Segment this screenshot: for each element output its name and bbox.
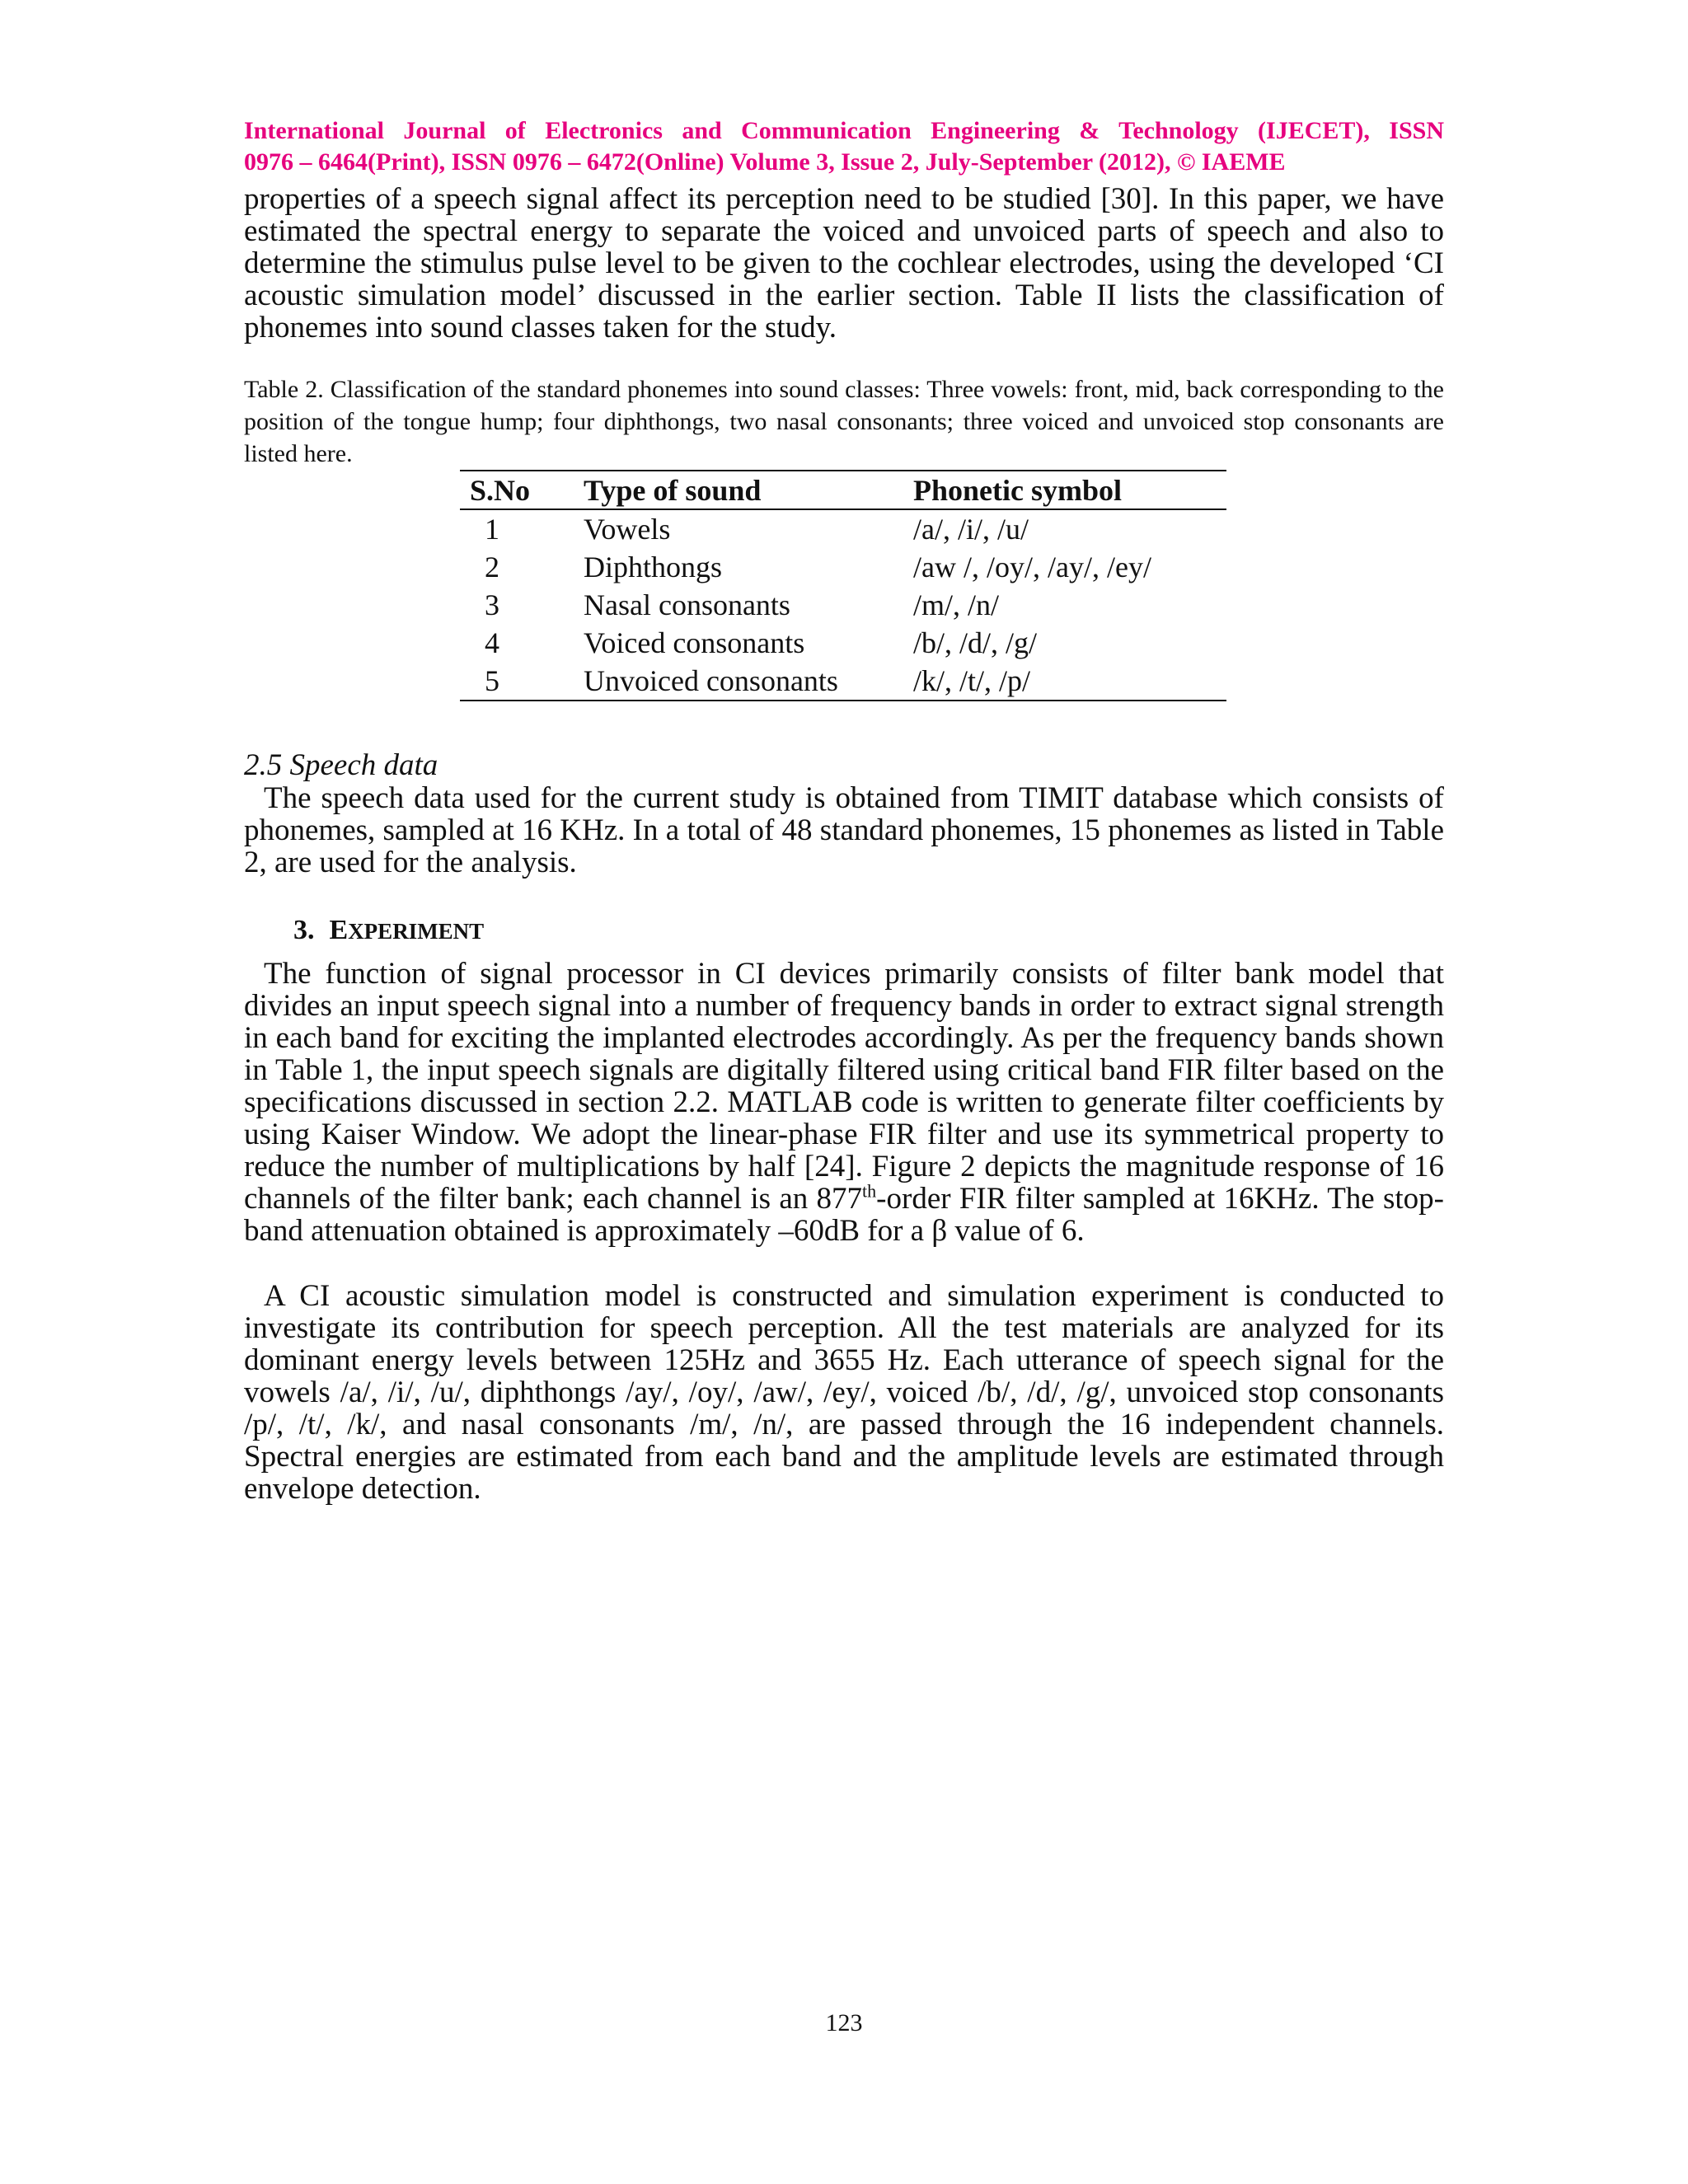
intro-paragraph: properties of a speech signal affect its perception need to be studied [30]. In this paper, we have estimated the spectral energy to separate the voiced and unvoiced parts of speech and also to determine the stimulus pulse level to be given to the cochlear electrodes, using the developed ‘CI acoustic simulation model’ discussed in the earlier section. Table II lists the classification of phonemes into sound classes taken for the study. [244,182,1444,344]
cell-sno: 2 [485,551,499,583]
table-2-caption: Table 2. Classification of the standard phonemes into sound classes: Three vowels: front, mid, back corresponding to the position of the tongue hump; four diphthongs, two nasal consonants; three voiced and unvoiced stop consonants are listed here. [244,376,1444,467]
cell-type: Diphthongs [584,551,723,583]
ordinal-superscript: th [862,1180,877,1202]
section-2-5-paragraph: The speech data used for the current study is obtained from TIMIT database which consists of phonemes, sampled at 16 KHz. In a total of 48 standard phonemes, 15 phonemes as listed in Table 2, are used for the analysis. [244,781,1444,879]
cell-sno: 1 [485,513,499,546]
section-3-heading [293,913,1444,948]
section-3-number: 3. [293,915,315,945]
cell-symbol: /b/, /d/, /g/ [913,626,1038,659]
journal-header-line-1: International Journal of Electronics and Communication Engineering & Technology (IJECET), ISSN [244,117,1444,144]
table-row [460,586,1226,624]
cell-sno: 5 [460,662,584,701]
table-row [460,624,1226,662]
cell-type: Nasal consonants [584,588,790,621]
section-3-paragraph-1-part-b: -order FIR filter sampled at 16KHz. The stop-band attenuation obtained is approximately –60dB for a β value of 6. [244,1182,1444,1248]
header-type-of-sound: Type of sound [584,471,913,509]
page-body [244,115,1444,1505]
table-row [460,509,1226,548]
header-sno: S.No [460,471,584,509]
cell-symbol: /aw /, /oy/, /ay/, /ey/ [913,551,1151,583]
phoneme-classification-table [460,470,1226,701]
cell-type: Voiced consonants [584,626,805,659]
section-2-5-title: 2.5 Speech data [244,748,438,782]
cell-symbol: /m/, /n/ [913,588,1000,621]
section-3-paragraph-1-part-a: The function of signal processor in CI devices primarily consists of filter bank model that divides an input speech signal into a number of frequency bands in order to extract signal strength in each band for exciting the implanted electrodes accordingly. As per the frequency bands shown in Table 1, the input speech signals are digitally filtered using critical band FIR filter based on the specifications discussed in section 2.2. MATLAB code is written to generate filter coefficients by using Kaiser Window. We adopt the linear-phase FIR filter and use its symmetrical property to reduce the number of multiplications by half [24]. Figure 2 depicts the magnitude response of 16 channels of the filter bank; each channel is an 877 [244,957,1444,1216]
table-row [460,662,1226,701]
table-header-row [460,471,1226,509]
journal-header [244,115,1444,178]
page-number: 123 [825,2009,863,2036]
cell-sno: 3 [485,588,499,621]
cell-type: Unvoiced consonants [584,662,913,701]
cell-symbol: /k/, /t/, /p/ [913,662,1226,701]
section-3-paragraph-1 [244,958,1444,1247]
cell-sno: 4 [485,626,499,659]
section-3-paragraph-2: A CI acoustic simulation model is constructed and simulation experiment is conducted to investigate its contribution for speech perception. All the test materials are analyzed for its dominant energy levels between 125Hz and 3655 Hz. Each utterance of speech signal for the vowels /a/, /i/, /u/, diphthongs /ay/, /oy/, /aw/, /ey/, voiced /b/, /d/, /g/, unvoiced stop consonants /p/, /t/, /k/, and nasal consonants /m/, /n/, are passed through the 16 independent channels. Spectral energies are estimated from each band and the amplitude levels are estimated through envelope detection. [244,1279,1444,1506]
header-phonetic-symbol: Phonetic symbol [913,471,1226,509]
cell-symbol: /a/, /i/, /u/ [913,513,1029,546]
journal-header-line-2: 0976 – 6464(Print), ISSN 0976 – 6472(Online) Volume 3, Issue 2, July-September (2012), © IAEME [244,148,1286,176]
section-3-title-initial: E [329,915,349,945]
cell-type: Vowels [584,513,671,546]
table-row [460,548,1226,586]
section-3-title-rest: XPERIMENT [348,919,485,944]
